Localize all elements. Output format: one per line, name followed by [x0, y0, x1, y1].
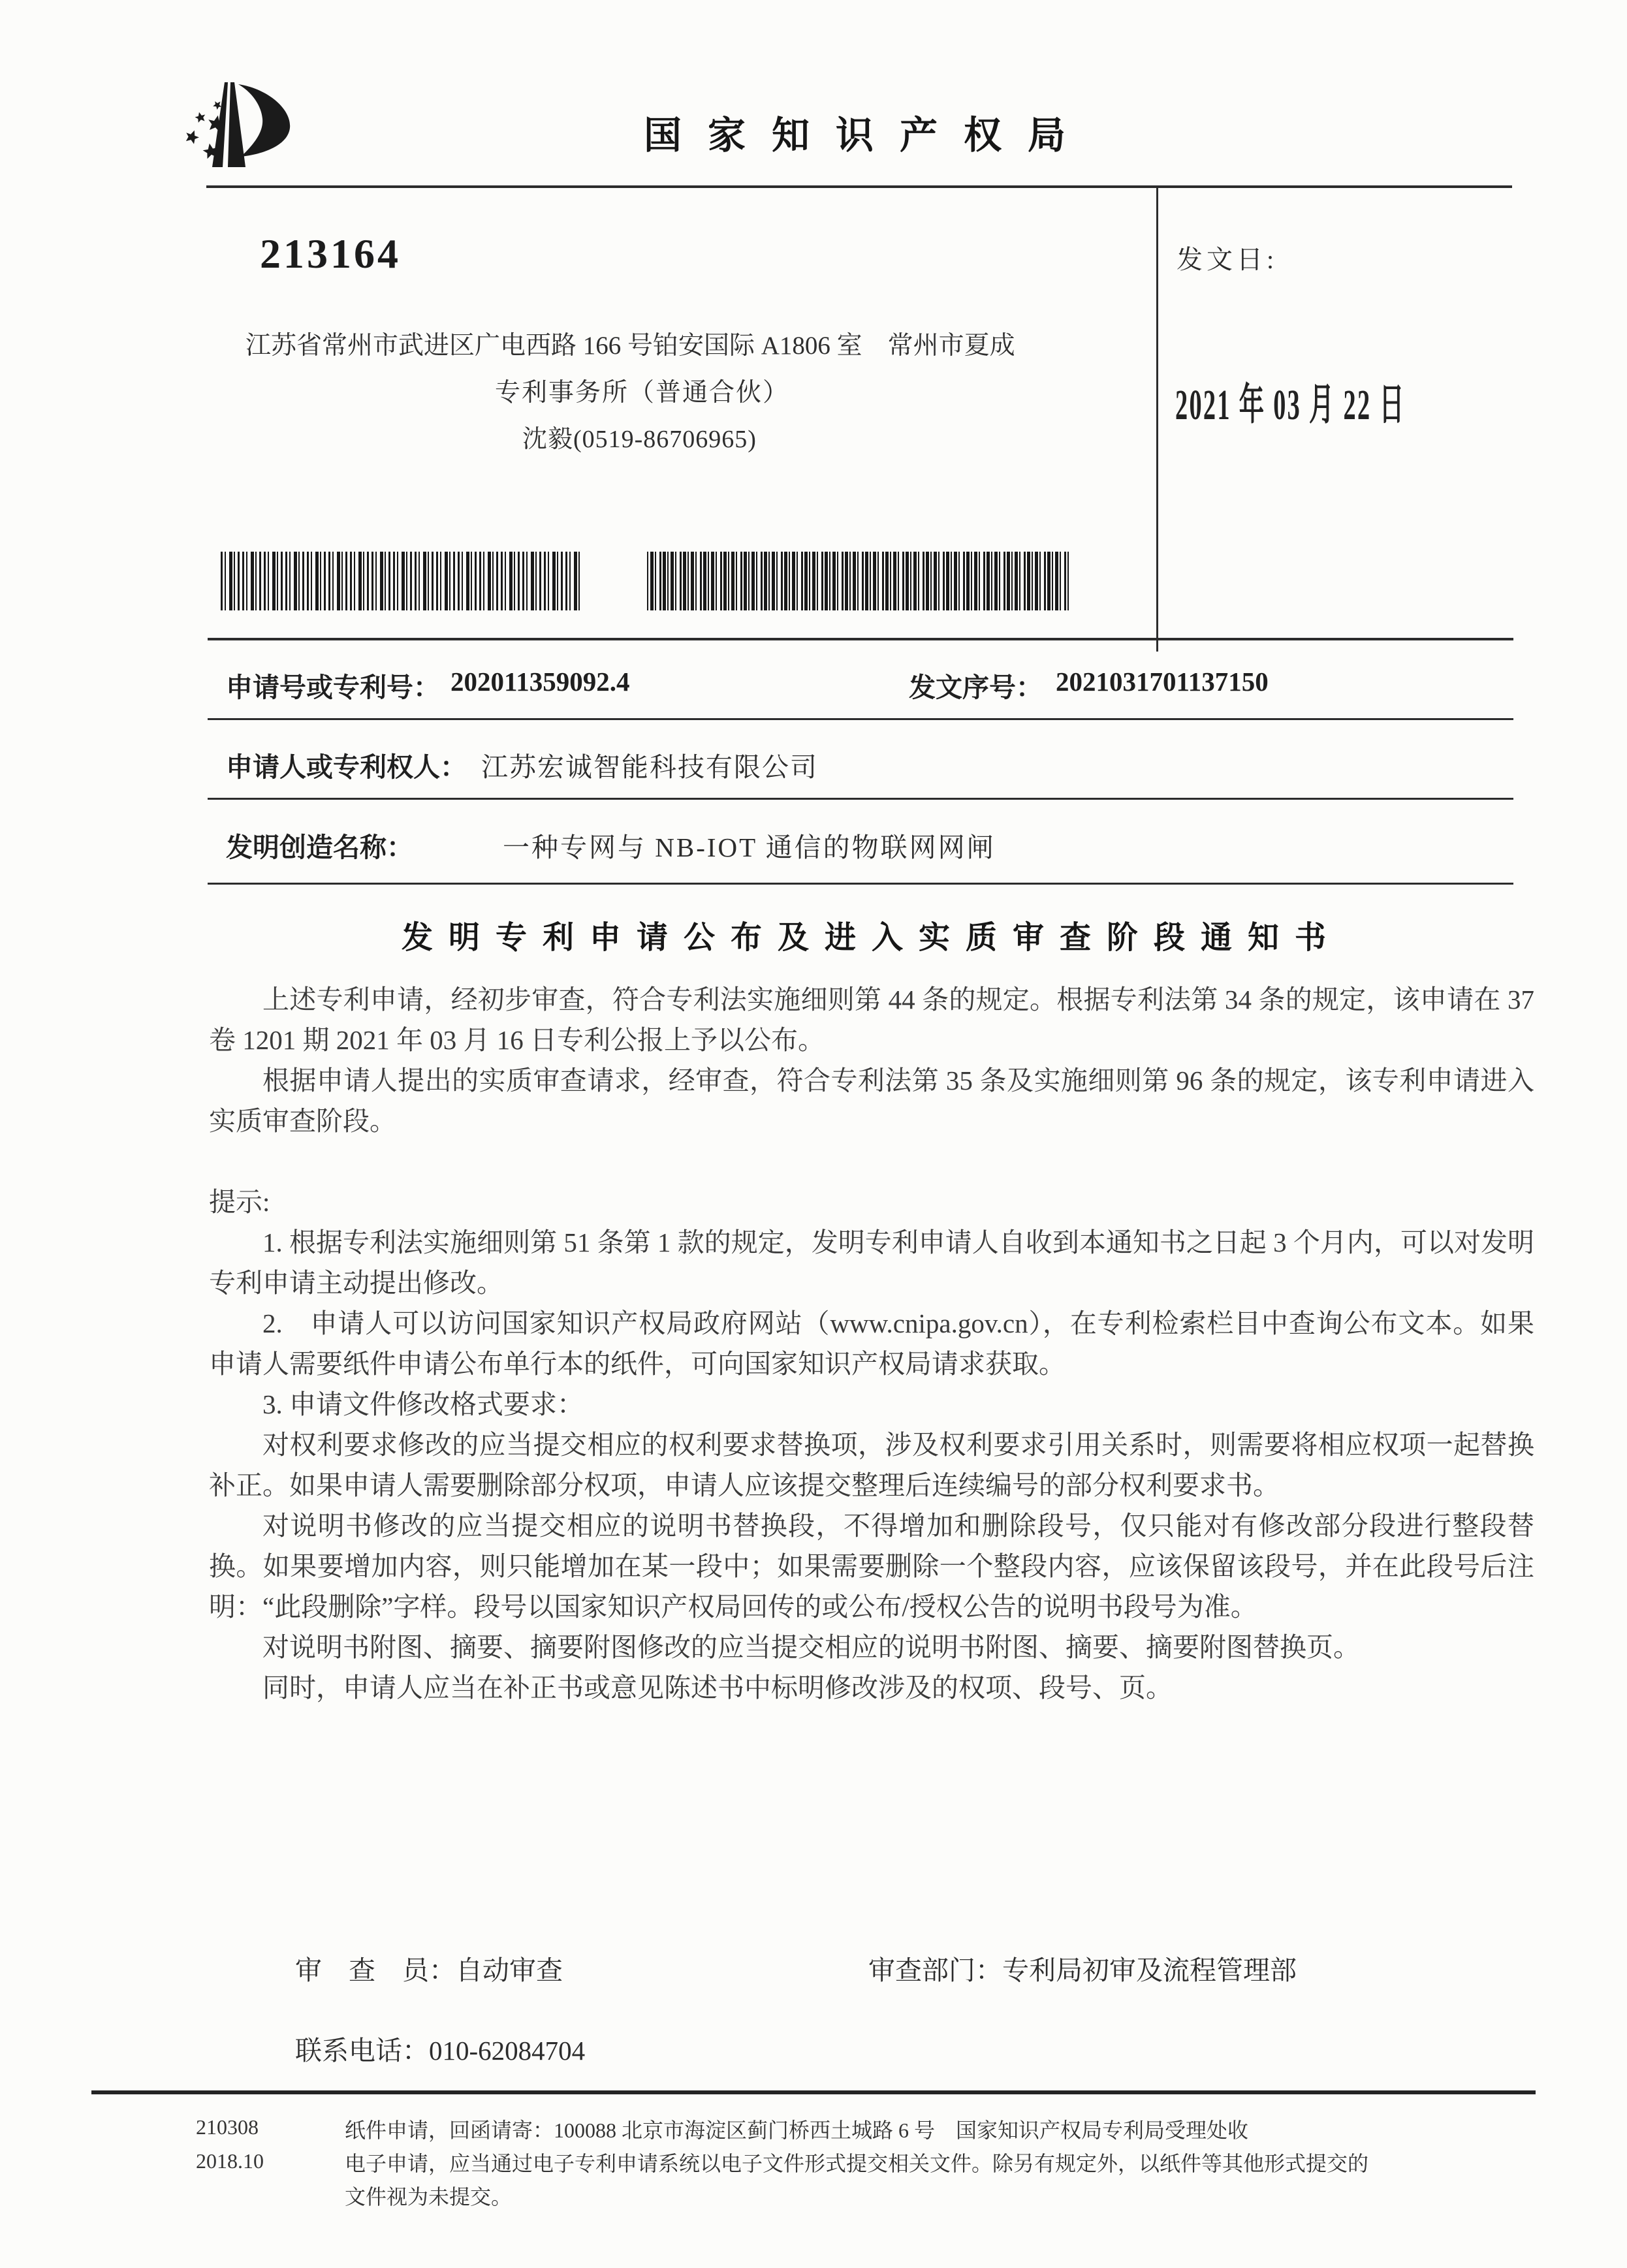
header-rule: [206, 185, 1512, 188]
examiner-row: [295, 1949, 563, 1987]
dispatch-date-stamp: 2021 年 03 月 22 日: [1175, 381, 1406, 429]
cnipa-logo-icon: [185, 82, 296, 171]
examiner-value: 自动审查: [456, 1955, 563, 1985]
phone-row: [295, 2029, 585, 2068]
invention-title-value: 一种专网与 NB-IOT 通信的物联网网闸: [503, 832, 996, 862]
barcode-2: [647, 552, 1069, 610]
tip-item: 1. 根据专利法实施细则第 51 条第 1 款的规定，发明专利申请人自收到本通知书之日起 3 个月内，可以对发明专利申请主动提出修改。: [209, 1227, 1534, 1298]
application-number-label: 申请号或专利号：: [226, 672, 440, 702]
department-value: 专利局初审及流程管理部: [1002, 1955, 1297, 1985]
footer-notes: [345, 2114, 1540, 2214]
form-date: 2018.10: [196, 2149, 264, 2173]
agency-name: 国家知识产权局: [644, 114, 1092, 157]
footer-line: 纸件申请，回函请寄：100088 北京市海淀区蓟门桥西土城路 6 号 国家知识产权局专利局受理处收: [345, 2118, 1249, 2142]
application-number-value: 202011359092.4: [450, 667, 630, 697]
footer-line: 电子申请，应当通过电子专利申请系统以电子文件形式提交相关文件。除另有规定外，以纸件等其他形式提交的: [345, 2152, 1369, 2175]
phone-value: 010-62084704: [429, 2036, 586, 2066]
postcode: 213164: [260, 230, 401, 277]
row-rule: [208, 798, 1513, 800]
department-row: [868, 1949, 1297, 1987]
barcode-1: [221, 552, 580, 610]
footer-rule: [91, 2090, 1536, 2094]
serial-number-value: 2021031701137150: [1056, 667, 1269, 697]
tip-item: 同时，申请人应当在补正书或意见陈述书中标明修改涉及的权项、段号、页。: [262, 1673, 1173, 1703]
form-code: 210308: [196, 2115, 259, 2139]
tip-item: 对权利要求修改的应当提交相应的权利要求替换项，涉及权利要求引用关系时，则需要将相应权项一起替换补正。如果申请人需要删除部分权项，申请人应该提交整理后连续编号的部分权利要求书。: [209, 1430, 1534, 1500]
tip-item: 3. 申请文件修改格式要求：: [262, 1389, 584, 1419]
notice-body: [209, 979, 1534, 1708]
footer-line: 文件视为未提交。: [345, 2185, 513, 2209]
applicant-label: 申请人或专利权人：: [226, 752, 467, 782]
tip-item: 对说明书附图、摘要、摘要附图修改的应当提交相应的说明书附图、摘要、摘要附图替换页。: [262, 1632, 1360, 1662]
tips-heading: 提示:: [209, 1187, 270, 1217]
notice-paragraph: 根据申请人提出的实质审查请求，经审查，符合专利法第 35 条及实施细则第 96 条的规定，该专利申请进入实质审查阶段。: [209, 1065, 1534, 1136]
addressee-firm: 专利事务所（普通合伙）: [495, 379, 790, 407]
applicant-value: 江苏宏诚智能科技有限公司: [481, 752, 818, 782]
notice-title: 发明专利申请公布及进入实质审查阶段通知书: [401, 921, 1342, 955]
phone-label: 联系电话：: [295, 2036, 429, 2066]
notice-paragraph: 上述专利申请，经初步审查，符合专利法实施细则第 44 条的规定。根据专利法第 34 条的规定，该申请在 37 卷 1201 期 2021 年 03 月 16 日专利公报上予以公布。: [209, 984, 1534, 1055]
department-label: 审查部门：: [868, 1955, 1002, 1985]
addressee-contact: 沈毅(0519-86706965): [522, 426, 757, 453]
tip-item: 对说明书修改的应当提交相应的说明书替换段，不得增加和删除段号，仅只能对有修改部分段进行整段替换。如果要增加内容，则只能增加在某一段中；如果需要删除一个整段内容，应该保留该段号，并在此段号后注明：“此段删除”字样。段号以国家知识产权局回传的或公布/授权公告的说明书段号为准。: [209, 1511, 1534, 1622]
serial-number-label: 发文序号：: [909, 672, 1043, 702]
examiner-label: 审 查 员：: [295, 1955, 456, 1985]
date-box-divider: [1156, 187, 1158, 652]
row-rule: [208, 638, 1513, 640]
dispatch-date-label: 发文日:: [1177, 245, 1278, 274]
row-rule: [208, 883, 1513, 885]
invention-title-label: 发明创造名称：: [226, 832, 413, 862]
row-rule: [208, 718, 1513, 720]
addressee-address: 江苏省常州市武进区广电西路 166 号铂安国际 A1806 室 常州市夏成: [245, 332, 1015, 360]
tip-item: 2. 申请人可以访问国家知识产权局政府网站（www.cnipa.gov.cn），在专利检索栏目中查询公布文本。如果申请人需要纸件申请公布单行本的纸件，可向国家知识产权局请求获取。: [209, 1308, 1534, 1379]
